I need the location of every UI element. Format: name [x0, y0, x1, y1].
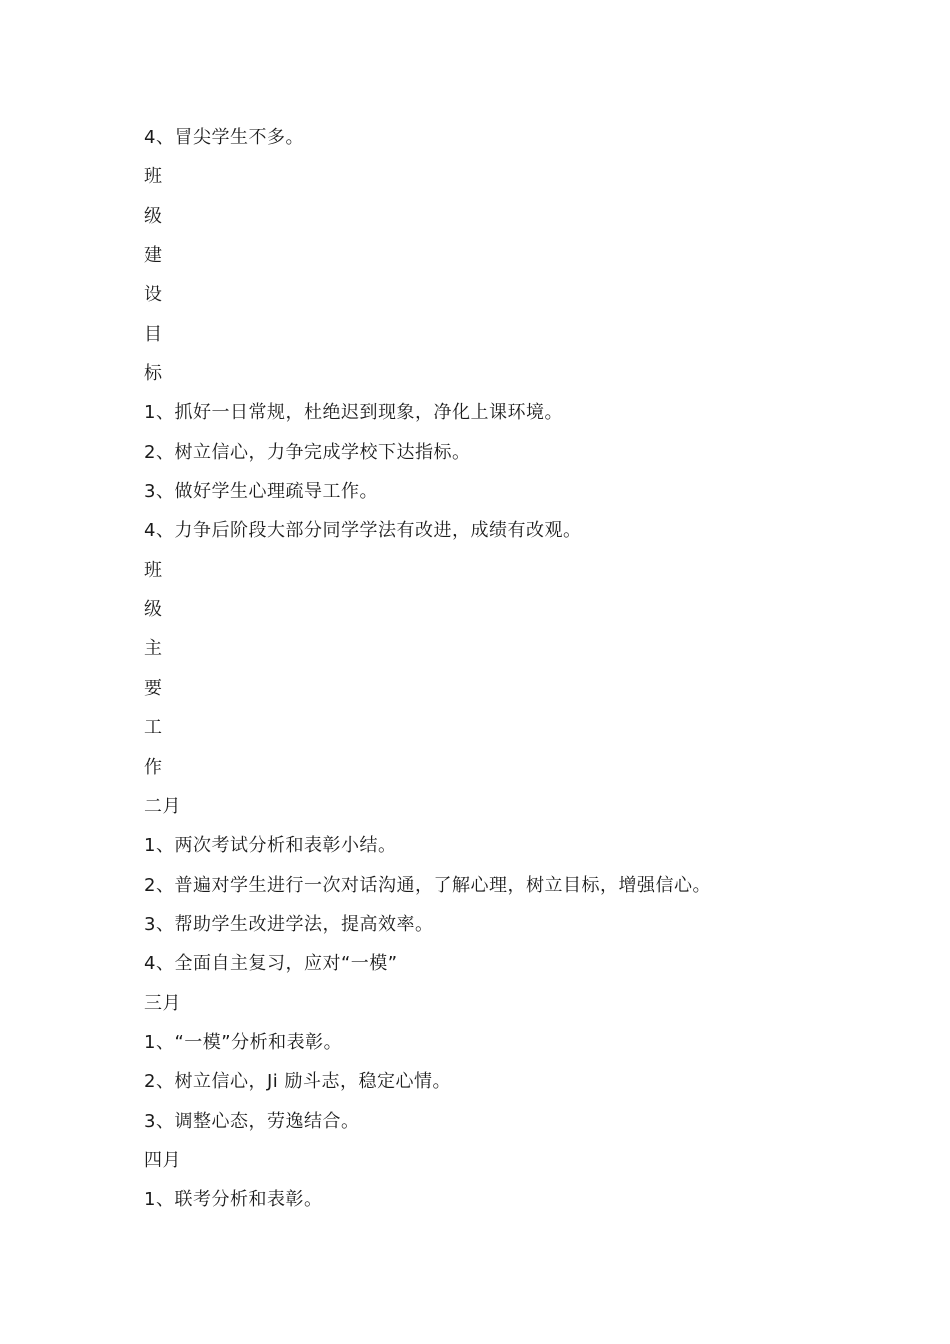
text-line: 4、冒尖学生不多。: [144, 127, 304, 148]
vertical-heading-char: 级: [144, 599, 163, 621]
text-line: 3、调整心态，劳逸结合。: [144, 1110, 360, 1132]
text-line: 1、“一模”分析和表彰。: [144, 1031, 343, 1053]
month-heading: 二月: [144, 795, 181, 817]
month-heading: 三月: [144, 992, 181, 1014]
text-line: 2、树立信心，力争完成学校下达指标。: [144, 441, 471, 463]
vertical-heading-char: 标: [144, 363, 163, 385]
vertical-heading-char: 级: [144, 205, 163, 227]
text-line: 1、联考分析和表彰。: [144, 1189, 323, 1211]
text-line: 1、两次考试分析和表彰小结。: [144, 835, 397, 857]
document-body: [144, 118, 884, 1220]
vertical-heading-char: 班: [144, 166, 163, 188]
text-line: 3、做好学生心理疏导工作。: [144, 481, 378, 503]
vertical-heading-char: 工: [144, 717, 163, 739]
vertical-heading-char: 主: [144, 638, 163, 660]
text-line: 4、力争后阶段大部分同学学法有改进，成绩有改观。: [144, 520, 582, 542]
text-line: 3、帮助学生改进学法，提高效率。: [144, 913, 434, 935]
vertical-heading-char: 目: [144, 323, 163, 345]
text-line: 1、抓好一日常规，杜绝迟到现象，净化上课环境。: [144, 402, 563, 424]
vertical-heading-char: 班: [144, 559, 163, 581]
vertical-heading-char: 设: [144, 284, 163, 306]
month-heading: 四月: [144, 1149, 181, 1171]
text-line: 4、全面自主复习，应对“一模”: [144, 953, 398, 975]
vertical-heading-char: 作: [144, 756, 163, 778]
text-line: 2、普遍对学生进行一次对话沟通，了解心理，树立目标，增强信心。: [144, 874, 711, 896]
vertical-heading-char: 建: [144, 245, 163, 267]
vertical-heading-char: 要: [144, 677, 163, 699]
text-line: 2、树立信心，Ji 励斗志，稳定心情。: [144, 1071, 451, 1093]
